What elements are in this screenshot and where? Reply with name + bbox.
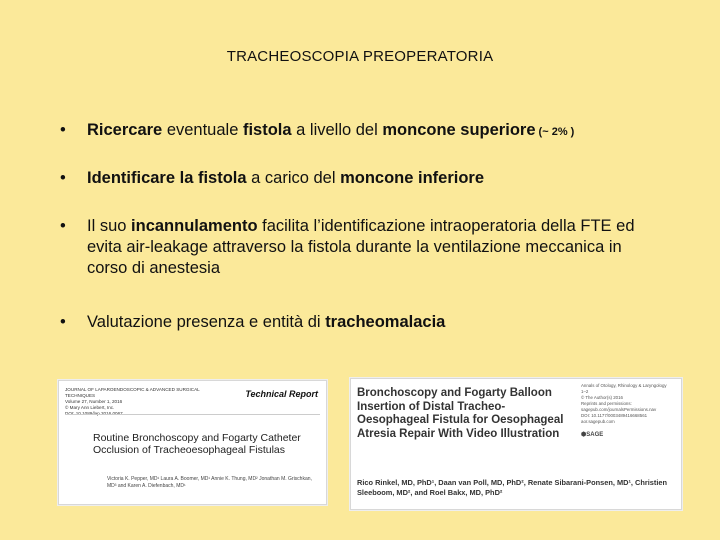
slide-title: TRACHEOSCOPIA PREOPERATORIA: [226, 48, 494, 65]
journal-meta: [581, 383, 676, 425]
bullet-dot: •: [60, 169, 66, 187]
text-run: Identificare la fistola: [87, 169, 247, 187]
journal-line: Volume 27, Number 1, 2016: [65, 399, 123, 404]
journal-line: © Mary Ann Liebert, Inc.: [65, 405, 115, 410]
article-title: Routine Bronchoscopy and Fogarty Catheter Occlusion of Tracheoesophageal Fistulas: [93, 432, 301, 456]
bullet-dot: •: [60, 121, 66, 139]
text-run: Valutazione presenza e entità di: [87, 313, 326, 331]
text-run: Ricercare: [87, 121, 163, 139]
meta-line: DOI: 10.1177/0003489416668561: [581, 413, 648, 418]
bullet-item: [60, 168, 660, 189]
text-run: moncone superiore: [382, 121, 536, 139]
text-run: tracheomalacia: [325, 313, 446, 331]
bullet-text: [87, 312, 660, 333]
text-run: a carico del: [246, 169, 341, 187]
bullet-text: [87, 216, 645, 279]
publisher-logo: [581, 431, 603, 438]
text-run: Il suo: [87, 217, 132, 235]
text-run: incannulamento: [131, 217, 258, 235]
bullet-dot: •: [60, 217, 66, 235]
article-authors: Rico Rinkel, MD, PhD¹, Daan van Poll, MD, PhD², Renate Sibarani-Ponsen, MD¹, Christien Sleeboom, MD², and Roel Bakx, MD, PhD²: [357, 478, 668, 497]
bullet-dot: •: [60, 313, 66, 331]
meta-line: sagepub.com/journalsPermissions.nav: [581, 407, 657, 412]
publisher-name: SAGE: [586, 432, 604, 438]
text-run: moncone inferiore: [340, 169, 485, 187]
text-run: facilita l’identificazione intraoperatoria della FTE ed evita air-leakage attraverso la fistola durante la ventilazione meccanica in corso di anestesia: [87, 217, 635, 277]
article-thumbnail-1: [58, 380, 327, 505]
bullet-text: [87, 168, 660, 189]
bullet-text: [87, 120, 660, 143]
journal-line: JOURNAL OF LAPAROENDOSCOPIC & ADVANCED SURGICAL TECHNIQUES: [65, 387, 200, 398]
meta-line: aor.sagepub.com: [581, 419, 615, 424]
text-run: (~ 2% ): [535, 126, 575, 138]
text-run: fistola: [242, 121, 292, 139]
article-thumbnail-2: [350, 378, 682, 510]
article-type-label: Technical Report: [245, 389, 318, 399]
meta-line: 1–2: [581, 389, 589, 394]
bullet-item: [60, 120, 660, 143]
bullet-item: [60, 216, 645, 279]
sage-icon: ⬢: [581, 432, 587, 438]
journal-header: [65, 387, 225, 417]
article-authors: Victoria K. Pepper, MD¹ Laura A. Boomer, MD¹ Annie K. Thung, MD² Jonathan M. Grischkan, MD³ and Karen A. Diefenbach, MD¹: [107, 476, 312, 489]
bullet-item: [60, 312, 660, 333]
meta-line: Reprints and permissions:: [581, 401, 632, 406]
article-title: Bronchoscopy and Fogarty Balloon Insertion of Distal Tracheo-Oesophageal Fistula for Oesophageal Atresia Repair With Video Illustration: [357, 387, 564, 440]
text-run: eventuale: [162, 121, 243, 139]
text-run: a livello del: [291, 121, 383, 139]
divider: [65, 414, 320, 415]
meta-line: © The Author(s) 2016: [581, 395, 623, 400]
meta-line: Annals of Otology, Rhinology & Laryngology: [581, 383, 667, 388]
